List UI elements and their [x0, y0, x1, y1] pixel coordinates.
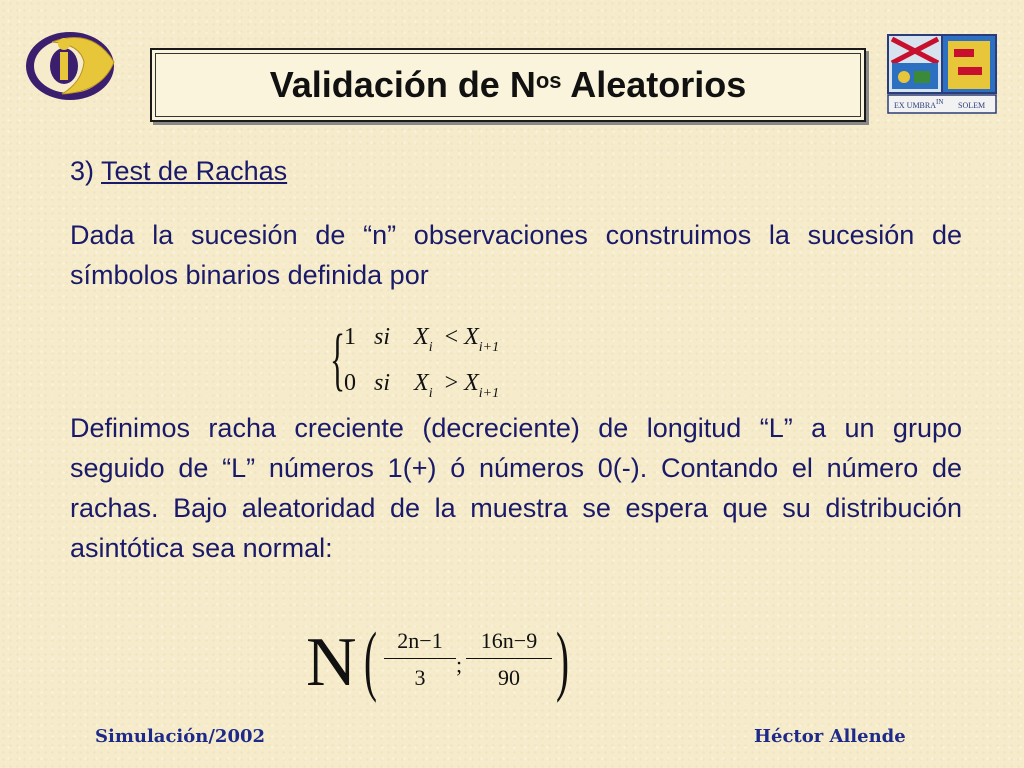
- slide-title: [150, 48, 866, 122]
- motto-left-text: EX UMBRA: [894, 101, 937, 110]
- section-title: Test de Rachas: [101, 156, 288, 186]
- case2-lhs-sub: i: [428, 386, 433, 401]
- case1-lhs: X: [414, 324, 429, 350]
- right-paren: ): [556, 616, 569, 703]
- case2-lhs: X: [414, 370, 429, 396]
- binary-sequence-definition: [330, 318, 570, 402]
- separator: ;: [456, 652, 463, 677]
- intro-paragraph: Dada la sucesión de “n” observaciones construimos la sucesión de símbolos binarios definida por: [70, 220, 962, 290]
- definition-paragraph: Definimos racha creciente (decreciente) de longitud “L” a un grupo seguido de “L” números 1(+) ó números 0(-). Contando el número de rachas. Bajo aleatoridad de la muestra se espera que su distribución asintótica sea normal:: [70, 413, 962, 563]
- case1-op: <: [444, 324, 459, 350]
- section-number: 3): [70, 156, 102, 186]
- case1-cond: si: [374, 324, 391, 350]
- case1-rhs: X: [464, 324, 479, 350]
- case2-value: 0: [344, 370, 356, 396]
- left-paren: (: [364, 616, 377, 703]
- case1-value: 1: [344, 324, 356, 350]
- footer-left: Simulación/2002: [95, 726, 266, 747]
- left-brace: {: [330, 321, 346, 398]
- footer-right: Héctor Allende: [754, 726, 906, 747]
- title-main: Validación de N: [269, 64, 536, 105]
- university-crest-logo: [886, 33, 998, 117]
- case-row-1: [344, 324, 500, 355]
- normal-distribution-formula: [306, 618, 606, 708]
- mean-denominator: 3: [414, 665, 426, 690]
- case2-op: >: [444, 370, 459, 396]
- case2-cond: si: [374, 370, 391, 396]
- case2-rhs: X: [464, 370, 479, 396]
- variance-fraction: [466, 628, 552, 691]
- motto-right-text: SOLEM: [958, 101, 986, 110]
- case1-lhs-sub: i: [428, 340, 433, 355]
- institution-logo-left: [22, 22, 122, 104]
- title-superscript: os: [535, 68, 562, 93]
- section-heading: [70, 156, 287, 187]
- mean-fraction: [384, 628, 456, 691]
- variance-denominator: 90: [498, 665, 520, 690]
- variance-numerator: 16n−9: [466, 628, 552, 659]
- case1-rhs-sub: i+1: [478, 340, 500, 355]
- motto-mid-text: IN: [936, 98, 944, 106]
- case-row-2: [344, 370, 500, 401]
- case2-rhs-sub: i+1: [478, 386, 500, 401]
- title-tail: Aleatorios: [561, 64, 747, 105]
- normal-symbol: N: [306, 624, 357, 701]
- mean-numerator: 2n−1: [384, 628, 456, 659]
